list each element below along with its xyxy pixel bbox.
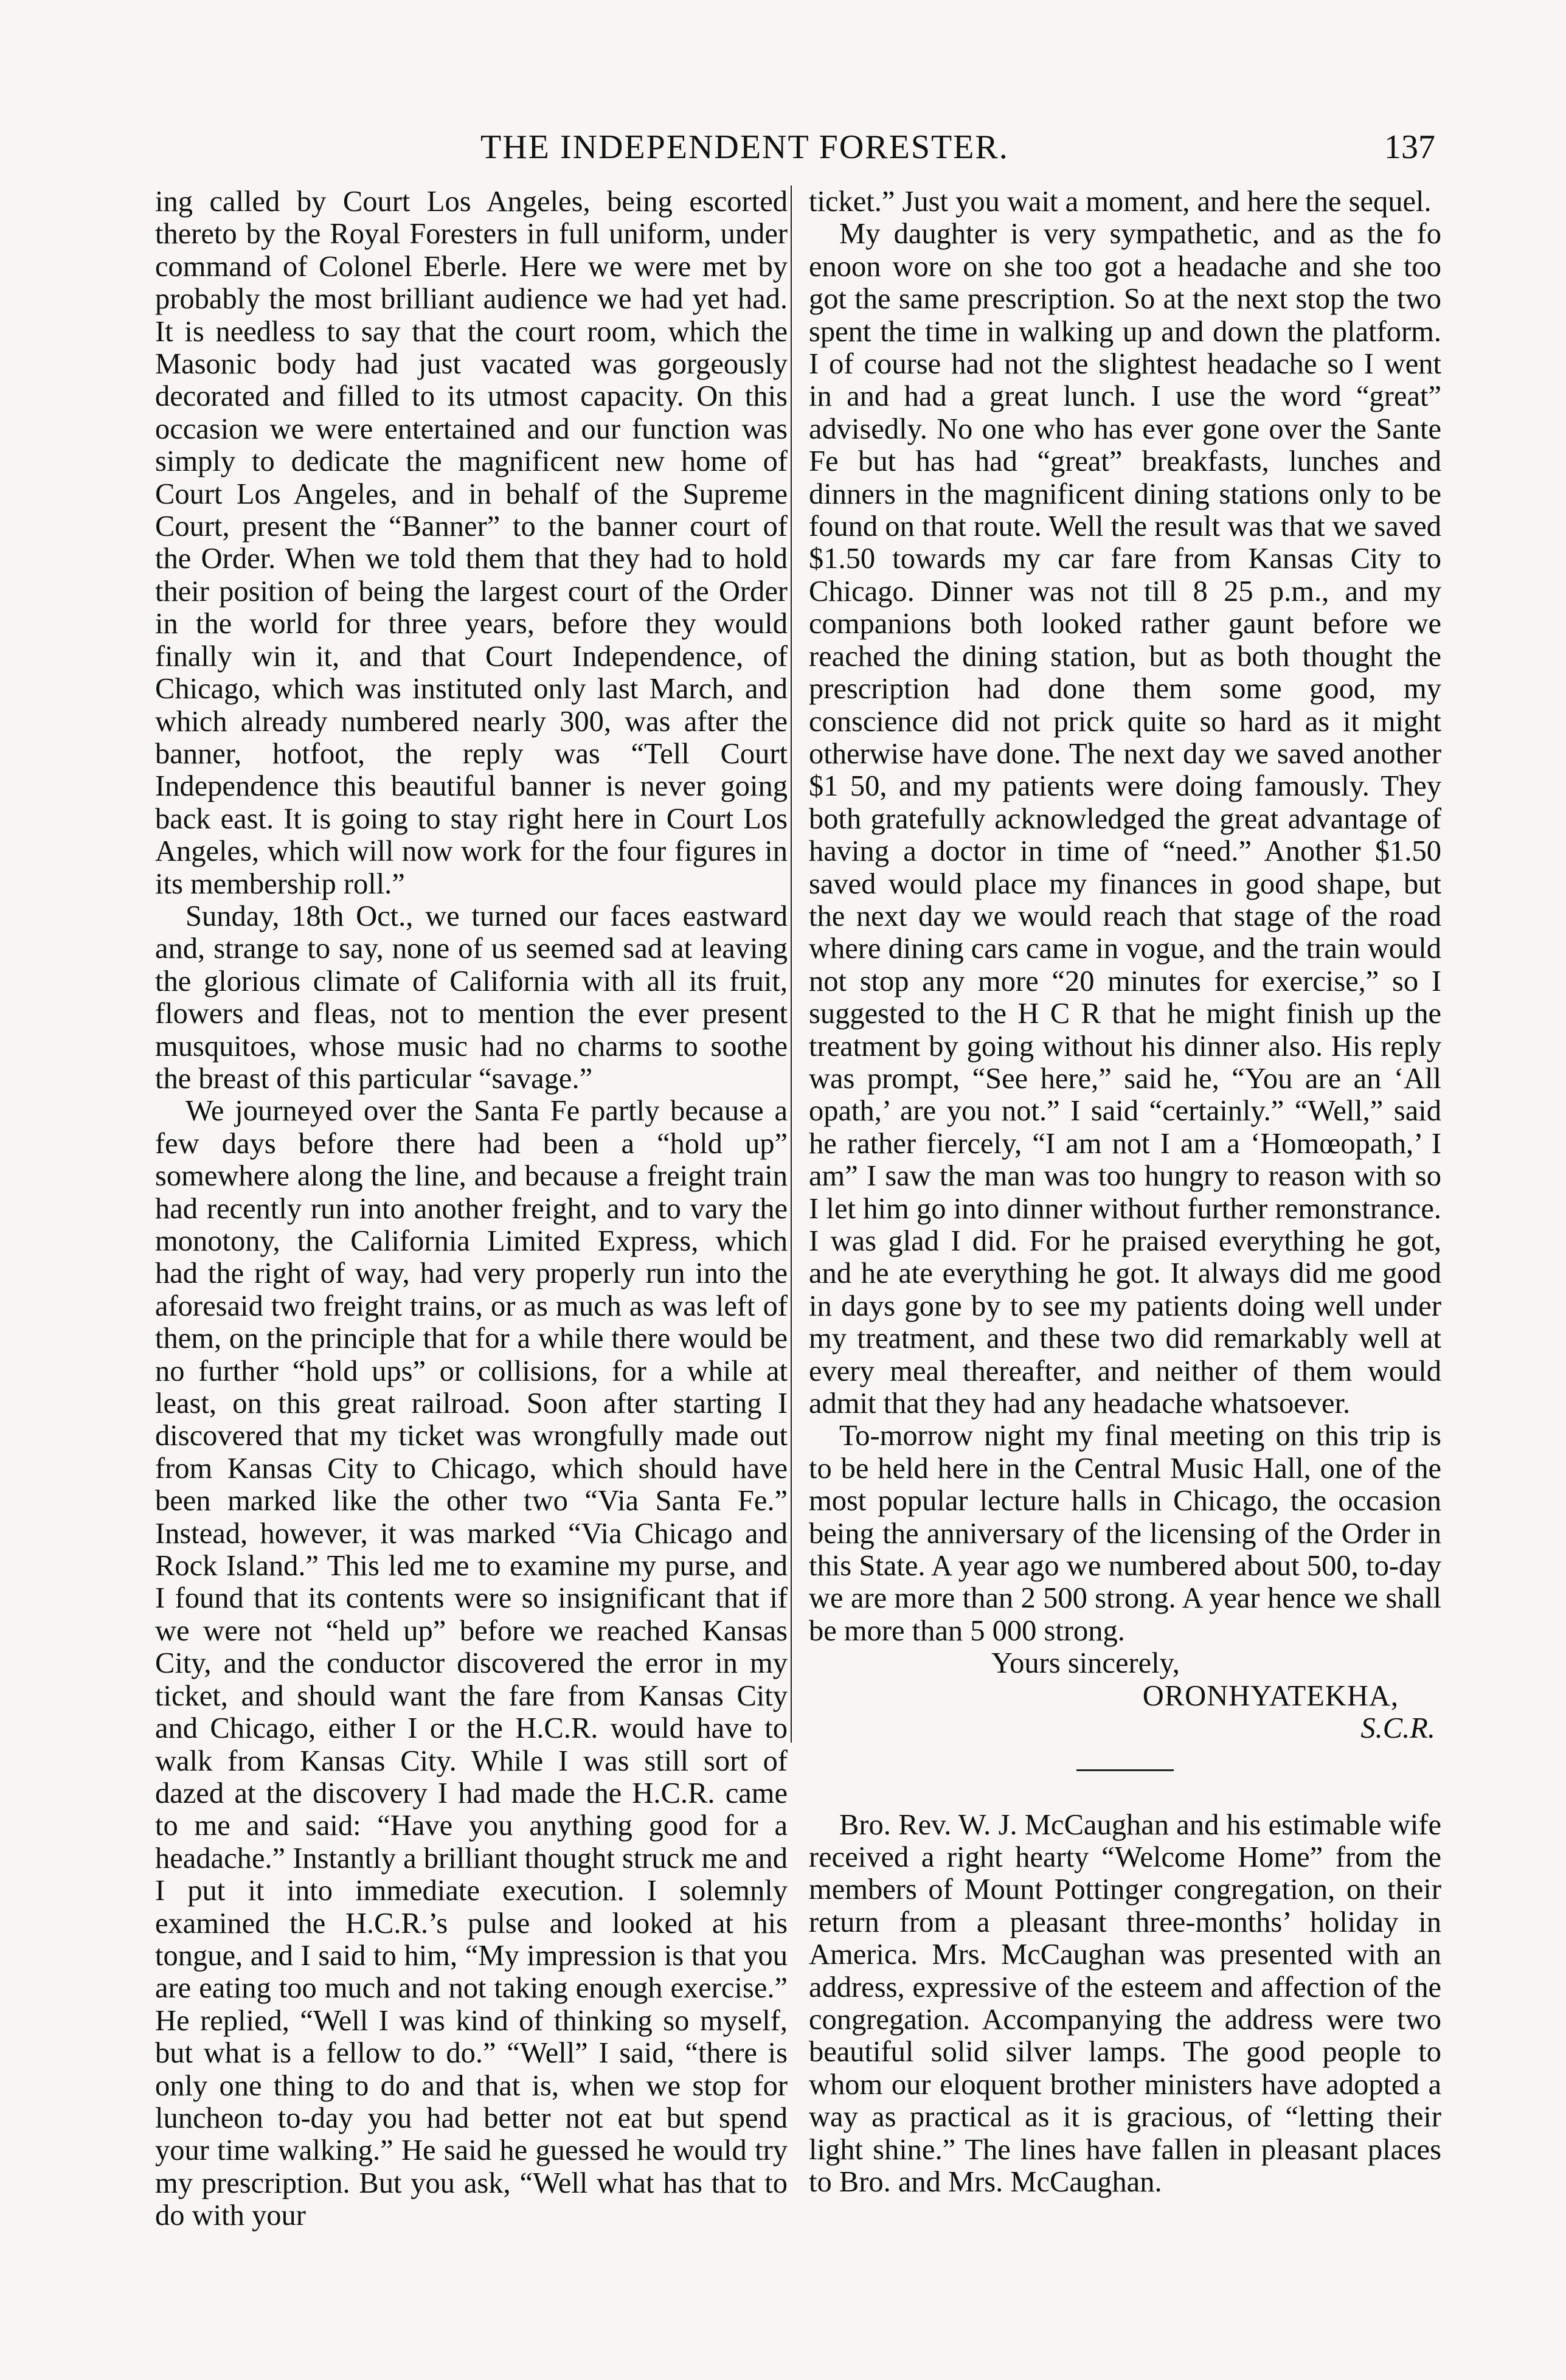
column-rule (791, 186, 792, 1743)
page-header (152, 128, 1441, 170)
paragraph: My daughter is very sympathetic, and as the fo enoon wore on she too got a headache and she too got the same prescription. So at the next stop the two spent the time in walking up and down the platform. I of course had not the slightest headache so I went in and had a great lunch. I use the word “great” advisedly. No one who has ever gone over the Sante Fe but has had “great” breakfasts, lunches and dinners in the magnificent dining stations only to be found on that route. Well the result was that we saved $1.50 towards my car fare from Kansas City to Chicago. Dinner was not till 8 25 p.m., and my companions both looked rather gaunt before we reached the dining station, but as both thought the prescription had done them some good, my conscience did not prick quite so hard as it might otherwise have done. The next day we saved another $1 50, and my patients were doing famously. They both gratefully acknowledged the great advantage of having a doctor in time of “need.” Another $1.50 saved would place my finances in good shape, but the next day we would reach that stage of the road where dining cars came in vogue, and the train would not stop any more “20 minutes for exercise,” so I suggested to the H C R that he might finish up the treatment by going without his dinner also. His reply was prompt, “See here,” said he, “You are an ‘All opath,’ are you not.” I said “certainly.” “Well,” said he rather fiercely, “I am not I am a ‘Homœopath,’ I am” I saw the man was too hungry to reason with so I let him go into dinner without further remonstrance. I was glad I did. For he praised everything he got, and he ate everything he got. It always did me good in days gone by to see my patients doing well under my treatment, and these two did remarkably well at every meal thereafter, and neither of them would admit that they had any headache whatsoever. (809, 218, 1441, 1420)
paragraph: ing called by Court Los Angeles, being escorted thereto by the Royal Foresters in full uniform, under command of Colonel Eberle. Here we were met by probably the most brilliant audience we had yet had. It is needless to say that the court room, which the Masonic body had just vacated was gorgeously decorated and filled to its utmost capacity. On this occasion we were entertained and our function was simply to dedicate the magnificent new home of Court Los Angeles, and in behalf of the Supreme Court, present the “Banner” to the banner court of the Order. When we told them that they had to hold their position of being the largest court of the Order in the world for three years, before they would finally win it, and that Court Independence, of Chicago, which was instituted only last March, and which already numbered nearly 300, was after the banner, hotfoot, the reply was “Tell Court Independence this beautiful banner is never going back east. It is going to stay right here in Court Los Angeles, which will now work for the four figures in its membership roll.” (155, 186, 788, 900)
letter-closing: Yours sincerely, (991, 1647, 1180, 1680)
news-item: Bro. Rev. W. J. McCaughan and his estimable wife received a right hearty “Welcome Home” from the members of Mount Pottinger congregation, on their return from a pleasant three-months’ holiday in America. Mrs. McCaughan was presented with an address, expressive of the esteem and affection of the congregation. Accompanying the address were two beautiful solid silver lamps. The good people to whom our eloquent brother ministers have adopted a way as practical as it is gracious, of “letting their light shine.” The lines have fallen in pleasant places to Bro. and Mrs. McCaughan. (809, 1808, 1441, 2198)
paragraph: Sunday, 18th Oct., we turned our faces eastward and, strange to say, none of us seemed sad at leaving the glorious climate of California with all its fruit, flowers and fleas, not to mention the ever present musquitoes, whose music had no charms to soothe the breast of this particular “savage.” (155, 900, 788, 1095)
signature-title: S.C.R. (1360, 1712, 1435, 1745)
section-separator (1076, 1769, 1174, 1771)
page-number: 137 (1384, 128, 1435, 166)
left-column (155, 186, 788, 2232)
right-column (809, 186, 1441, 2198)
signature: ORONHYATEKHA, (1142, 1679, 1399, 1712)
paragraph: We journeyed over the Santa Fe partly because a few days before there had been a “hold up” somewhere along the line, and because a freight train had recently run into another freight, and to vary the monotony, the California Limited Express, which had the right of way, had very properly run into the aforesaid two freight trains, or as much as was left of them, on the principle that for a while there would be no further “hold ups” or collisions, for a while at least, on this great railroad. Soon after starting I discovered that my ticket was wrongfully made out from Kansas City to Chicago, which should have been marked like the other two “Via Santa Fe.” Instead, however, it was marked “Via Chicago and Rock Island.” This led me to examine my purse, and I found that its contents were so insignificant that if we were not “held up” before we reached Kansas City, and the conductor discovered the error in my ticket, and should want the fare from Kansas City and Chicago, either I or the H.C.R. would have to walk from Kansas City. While I was still sort of dazed at the discovery I had made the H.C.R. came to me and said: “Have you anything good for a headache.” Instantly a brilliant thought struck me and I put it into immediate execution. I solemnly examined the H.C.R.’s pulse and looked at his tongue, and I said to him, “My impression is that you are eating too much and not taking enough exercise.” He replied, “Well I was kind of thinking so myself, but what is a fellow to do.” “Well” I said, “there is only one thing to do and that is, when we stop for luncheon to-day you had better not eat but spend your time walking.” He said he guessed he would try my prescription. But you ask, “Well what has that to do with your (155, 1095, 788, 2232)
running-title: THE INDEPENDENT FORESTER. (480, 128, 1009, 166)
paragraph: To-morrow night my final meeting on this trip is to be held here in the Central Music Hall, one of the most popular lecture halls in Chicago, the occasion being the anniversary of the licensing of the Order in this State. A year ago we numbered about 500, to-day we are more than 2 500 strong. A year hence we shall be more than 5 000 strong. (809, 1420, 1441, 1647)
paragraph: ticket.” Just you wait a moment, and here the sequel. (809, 186, 1432, 218)
